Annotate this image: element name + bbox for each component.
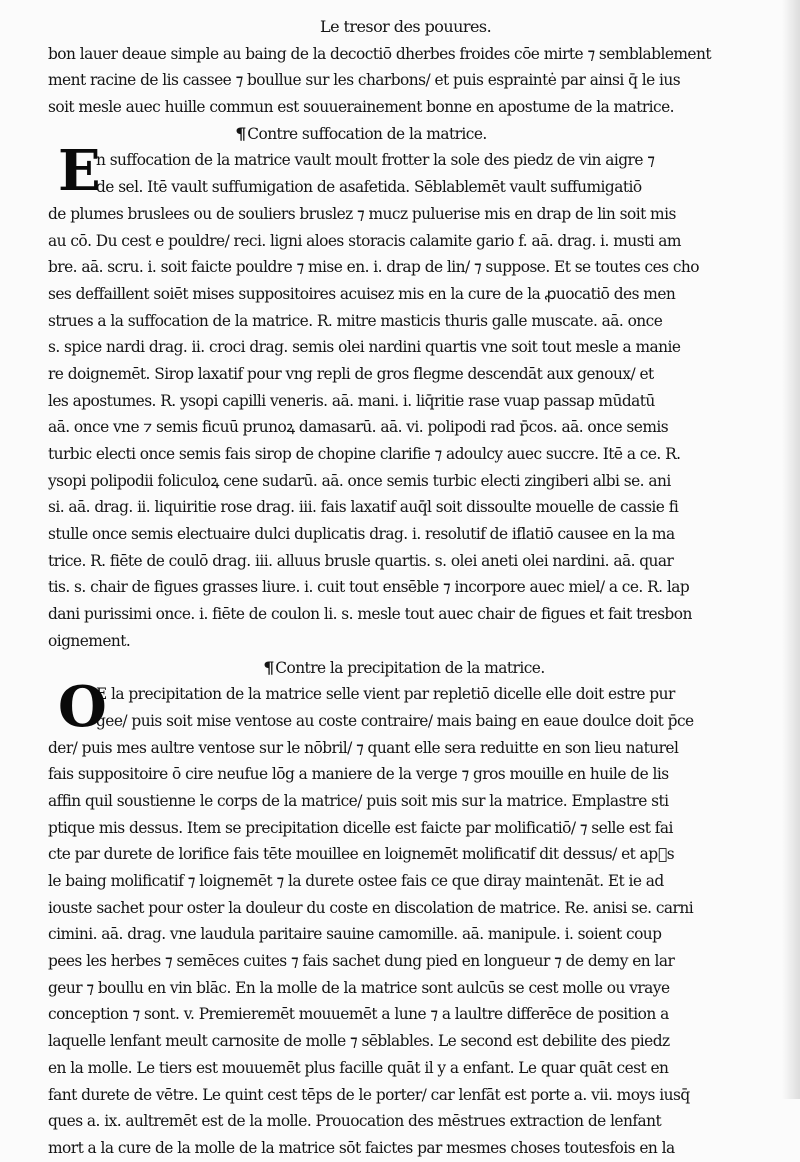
text-line: pees les herbes ⁊ semēces cuites ⁊ fais sachet dung pied en longueur ⁊ de demy en lar xyxy=(48,952,675,971)
text-line: au cō. Du cest e pouldre/ reci. ligni aloes storacis calamite gario f. aā. drag. i. musti am xyxy=(48,231,681,250)
text-line: ses deffaillent soiēt mises suppositoires acuisez mis en la cure de la ꝓuocatiō des men xyxy=(48,284,676,303)
text-line: fant durete de vētre. Le quint cest tēps de le porter/ car lenfāt est porte a. vii. moys iusq̄ xyxy=(48,1085,690,1104)
text-line: der/ puis mes aultre ventose sur le nōbril/ ⁊ quant elle sera reduitte en son lieu naturel xyxy=(48,738,679,757)
text-line: les apostumes. R. ysopi capilli veneris. aā. mani. i. liq̄ritie rase vuap passap mūdatū xyxy=(48,391,655,410)
text-line: ment racine de lis cassee ⁊ boullue sur les charbons/ et puis espraintė par ainsi q̄ le ius xyxy=(48,71,681,90)
text-line: n suffocation de la matrice vault moult frotter la sole des piedz de vin aigre ⁊ xyxy=(96,151,655,170)
text-line: mort a la cure de la molle de la matrice sōt faictes par mesmes choses toutesfois en la xyxy=(48,1138,675,1157)
text-line: tis. s. chair de figues grasses liure. i. cuit tout ensēble ⁊ incorpore auec miel/ a ce. R. lap xyxy=(48,578,690,597)
text-line: cimini. aā. drag. vne laudula paritaire sauine camomille. aā. manipule. i. soient coup xyxy=(48,925,662,944)
text-line: strues a la suffocation de la matrice. R. mitre masticis thuris galle muscate. aā. once xyxy=(48,311,663,330)
text-line: re doignemēt. Sirop laxatif pour vng repli de gros flegme descendāt aux genoux/ et xyxy=(48,364,654,383)
text-line: ysopi polipodii foliculoꝝ cene sudarū. aā. once semis turbic electi zingiberi albi se. ani xyxy=(48,471,671,490)
paragraph-suffocation xyxy=(48,138,784,654)
text-line: en la molle. Le tiers est mouuemēt plus facille quāt il y a enfant. Le quar quāt cest en xyxy=(48,1058,669,1077)
text-line: ptique mis dessus. Item se precipitation dicelle est faicte par molificatiō/ ⁊ selle est fai xyxy=(48,818,673,837)
text-line: geur ⁊ boullu en vin blāc. En la molle de la matrice sont aulcūs se cest molle ou vraye xyxy=(48,978,670,997)
text-line: de sel. Itē vault suffumigation de asafetida. Sēblablemēt vault suffumigatiō xyxy=(96,178,642,197)
text-line: turbic electi once semis fais sirop de chopine clarifie ⁊ adoulcy auec succre. Itē a ce. R. xyxy=(48,445,681,463)
text-line: aā. once vne ⁊ semis ficuū prunoꝝ damasarū. aā. vi. polipodi rad p̄cos. aā. once semis xyxy=(48,418,669,437)
text-line: de plumes bruslees ou de souliers bruslez ⁊ mucz puluerise mis en drap de lin soit mis xyxy=(48,204,676,223)
text-line: trice. R. fiēte de coulō drag. iii. alluus brusle quartis. s. olei aneti olei nardini. aā. quar xyxy=(48,551,674,570)
section-heading xyxy=(48,655,784,682)
text-line: bon lauer deaue simple au baing de la decoctiō dherbes froides cōe mirte ⁊ semblablement xyxy=(48,44,711,63)
text-line: laquelle lenfant meult carnosite de molle ⁊ sēblables. Le second est debilite des piedz xyxy=(48,1032,670,1051)
running-header: Le tresor des pouures. xyxy=(320,17,492,36)
drop-cap: O xyxy=(58,674,107,741)
text-line: iouste sachet pour oster la douleur du coste en discolation de matrice. Re. anisi se. carni xyxy=(48,898,694,917)
page-edge-shadow xyxy=(782,0,800,1099)
text-line: affin quil soustienne le corps de la matrice/ puis soit mis sur la matrice. Emplastre sti xyxy=(48,791,669,810)
text-line: fais suppositoire ō cire neufue lōg a maniere de la verge ⁊ gros mouille en huile de lis xyxy=(48,765,669,784)
text-line: dani purissimi once. i. fiēte de coulon li. s. mesle tout auec chair de figues et fait tresbon xyxy=(48,605,692,624)
text-line: ques a. ix. aultremēt est de la molle. Prouocation des mēstrues extraction de lenfant xyxy=(48,1112,662,1131)
text-block xyxy=(48,14,784,1162)
section-heading-text: Contre la precipitation de la matrice. xyxy=(275,658,545,677)
text-line: E la precipitation de la matrice selle vient par repletiō dicelle elle doit estre pur xyxy=(96,685,675,704)
text-line: conception ⁊ sont. v. Premieremēt mouuemēt a lune ⁊ a laultre differēce de position a xyxy=(48,1005,669,1024)
paragraph-precipitation xyxy=(48,674,784,1161)
drop-cap: E xyxy=(58,138,101,205)
pilcrow-icon: ¶ xyxy=(263,658,274,677)
section-heading xyxy=(48,121,784,148)
text-line: s. spice nardi drag. ii. croci drag. semis olei nardini quartis vne soit tout mesle a manie xyxy=(48,338,681,357)
section-heading-text: Contre suffocation de la matrice. xyxy=(247,124,487,143)
text-line: oignement. xyxy=(48,631,131,650)
text-line: cte par durete de lorifice fais tēte mouillee en loignemēt molificatif dit dessus/ et apᷣs xyxy=(48,845,675,864)
text-line: gee/ puis soit mise ventose au coste contraire/ mais baing en eaue doulce doit p̄ce xyxy=(96,711,694,730)
text-line: soit mesle auec huille commun est souuerainement bonne en apostume de la matrice. xyxy=(48,98,675,117)
text-line: le baing molificatif ⁊ loignemēt ⁊ la durete ostee fais ce que diray maintenāt. Et ie ad xyxy=(48,872,664,890)
text-line: bre. aā. scru. i. soit faicte pouldre ⁊ mise en. i. drap de lin/ ⁊ suppose. Et se toutes ces cho xyxy=(48,258,700,277)
text-line: stulle once semis electuaire dulci duplicatis drag. i. resolutif de iflatiō causee en la ma xyxy=(48,525,675,544)
text-line: si. aā. drag. ii. liquiritie rose drag. iii. fais laxatif auq̄l soit dissoulte mouelle de cassie fi xyxy=(48,498,679,517)
pilcrow-icon: ¶ xyxy=(235,124,246,144)
